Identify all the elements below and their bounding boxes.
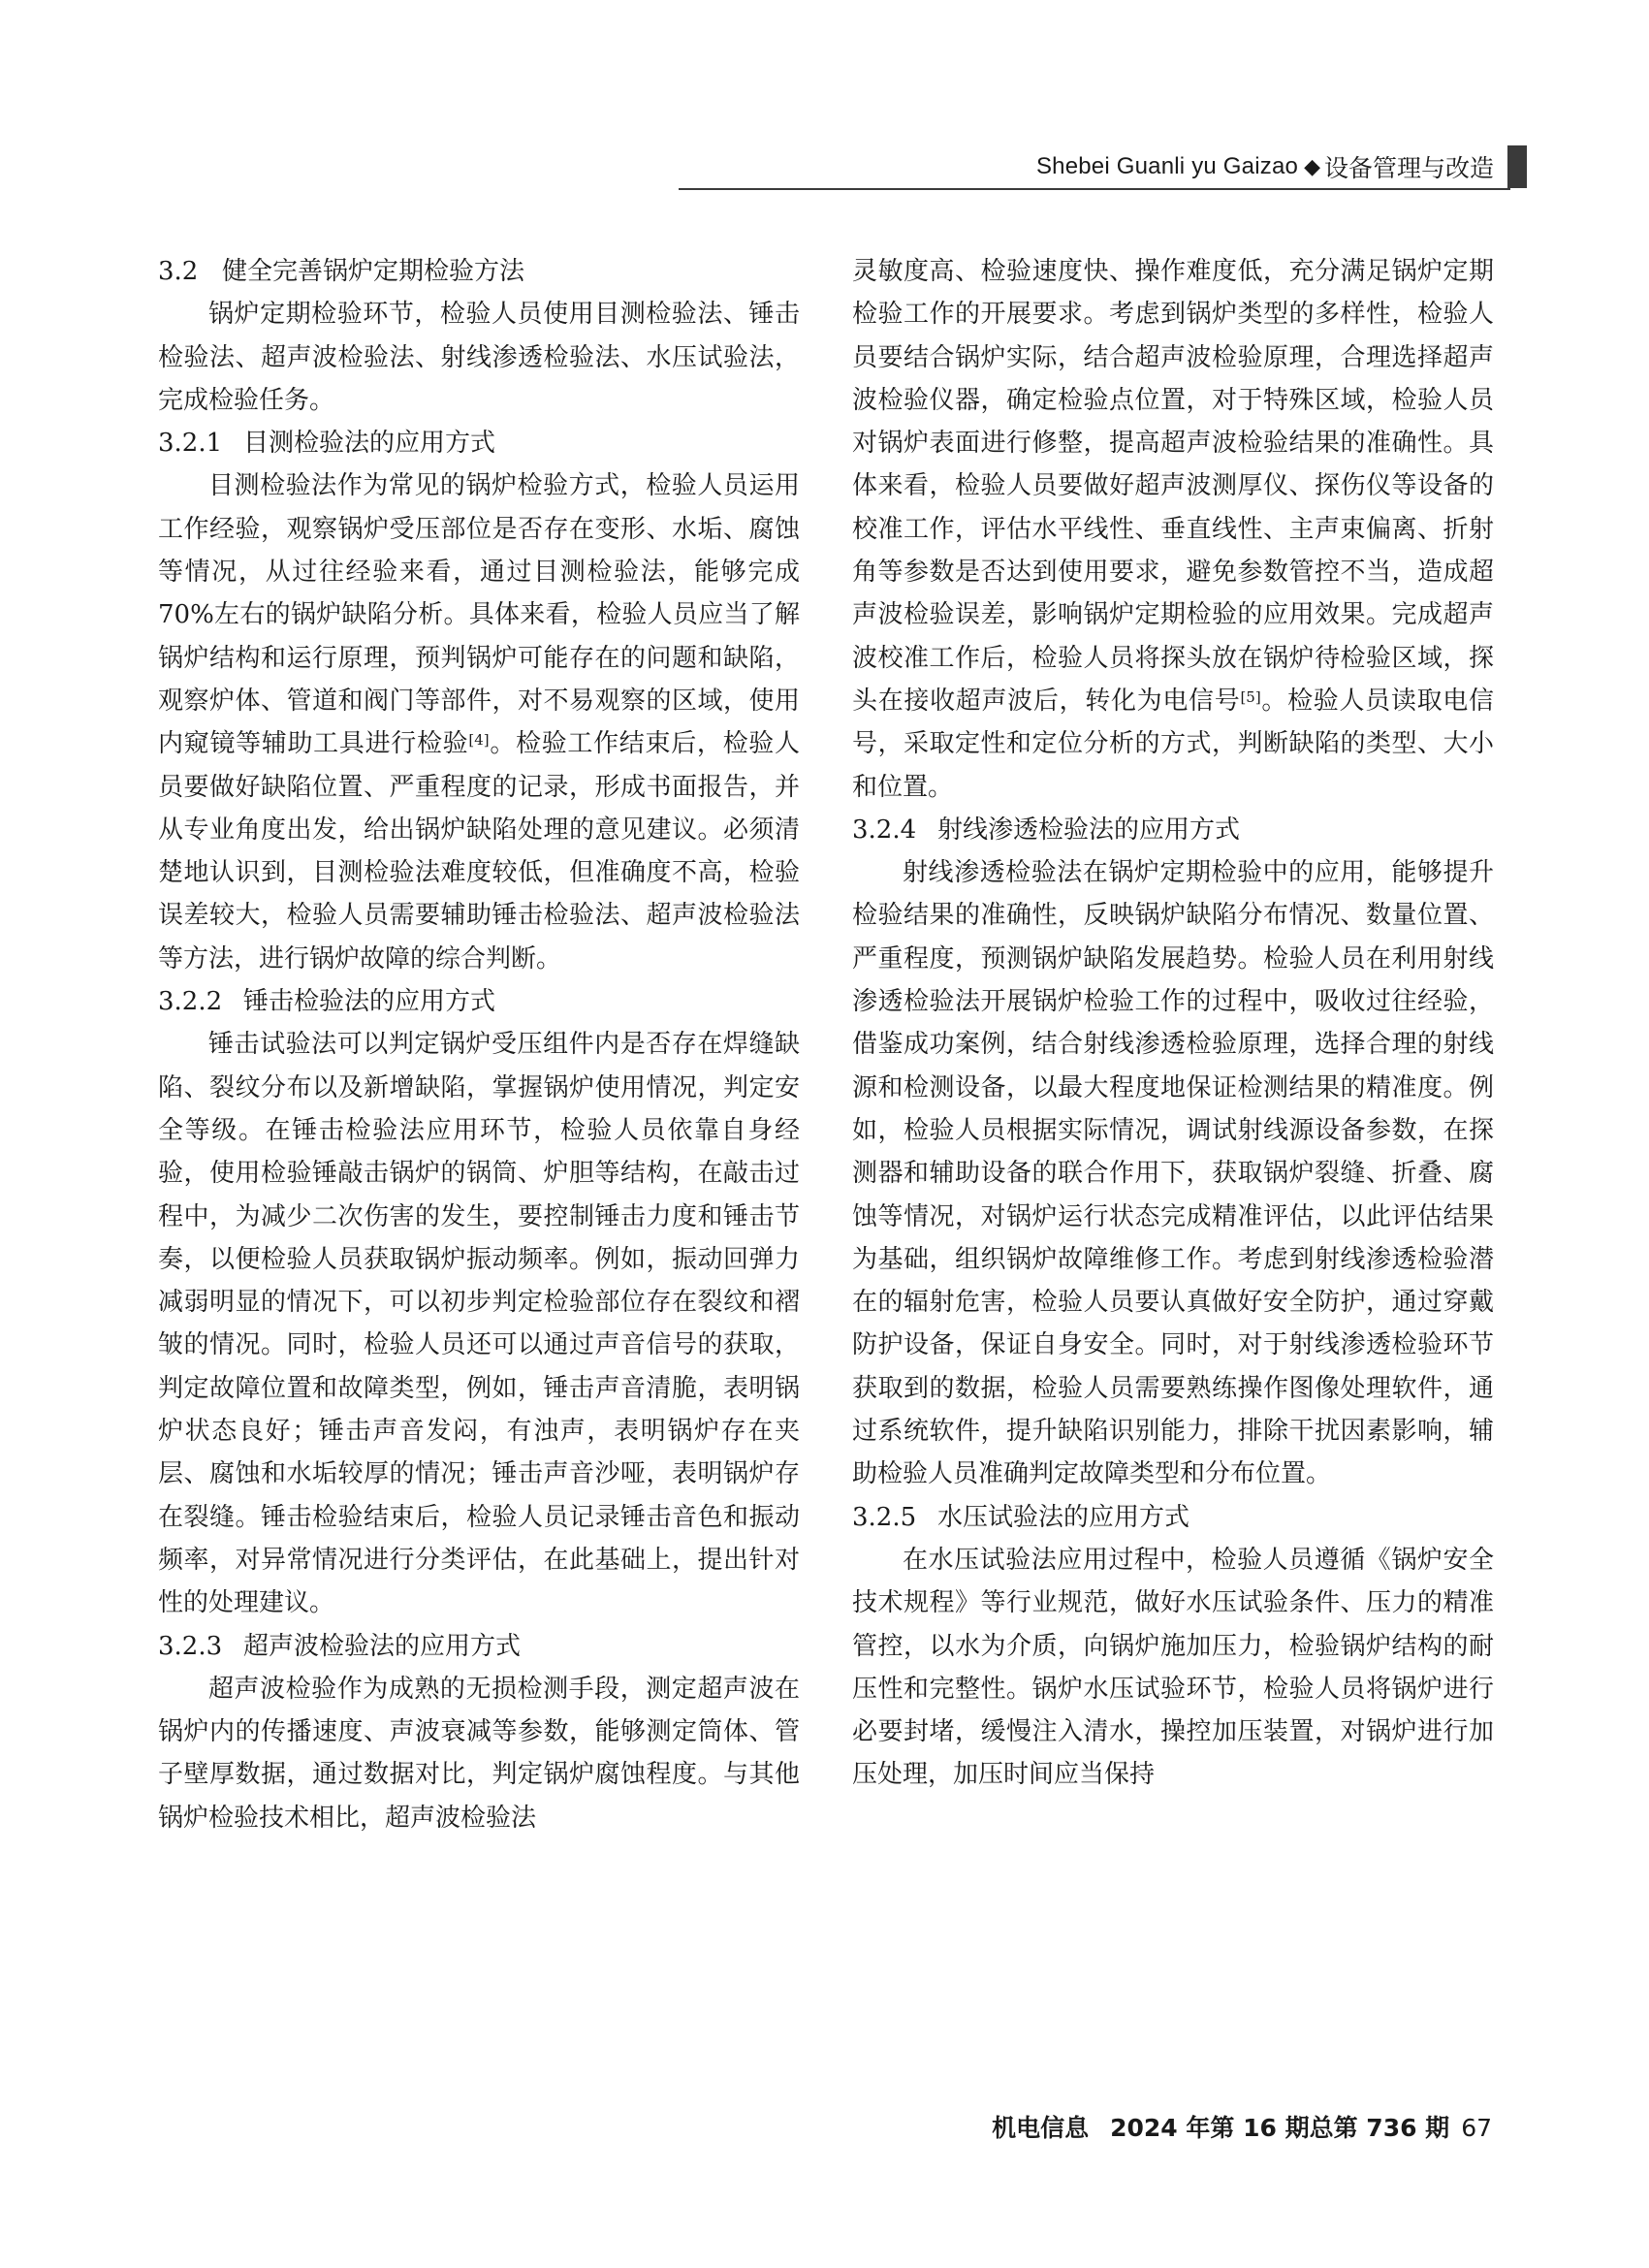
paragraph-text: 目测检验法作为常见的锅炉检验方式，检验人员运用工作经验，观察锅炉受压部位是否存在变形、水垢、腐蚀等情况，从过往经验来看，通过目测检验法，能够完成70%左右的锅炉缺陷分析。具体来看，检验人员应当了解锅炉结构和运行原理，预判锅炉可能存在的问题和缺陷，观察炉体、管道和阀门等部件，对不易观察的区域，使用内窥镜等辅助工具进行检验 [158, 471, 800, 759]
subsection-number: 3.2.5 [852, 1502, 917, 1532]
paragraph-text: 。检验人员读取电信号，采取定性和定位分析的方式，判断缺陷的类型、大小和位置。 [852, 686, 1494, 802]
paragraph [158, 464, 800, 980]
subsection-number: 3.2.4 [852, 815, 917, 845]
subsection-number: 3.2.3 [158, 1631, 223, 1661]
footer-issue: 2024 年第 16 期总第 736 期 [1110, 2114, 1450, 2142]
paragraph: 在水压试验法应用过程中，检验人员遵循《锅炉安全技术规程》等行业规范，做好水压试验条件、压力的精准管控，以水为介质，向锅炉施加压力，检验锅炉结构的耐压性和完整性。锅炉水压试验环节，检验人员将锅炉进行必要封堵，缓慢注入清水，操控加压装置，对锅炉进行加压处理，加压时间应当保持 [852, 1545, 1494, 1790]
subsection-title: 目测检验法的应用方式 [243, 429, 496, 459]
subsection-heading-3-2-1 [158, 422, 800, 464]
running-header [1036, 145, 1494, 188]
subsection-number: 3.2.2 [158, 987, 223, 1017]
section-number: 3.2 [158, 257, 199, 286]
header-journal-chinese: 设备管理与改造 [1323, 154, 1494, 182]
header-rule [679, 188, 1510, 190]
left-column [158, 250, 800, 1839]
subsection-title: 水压试验法的应用方式 [937, 1502, 1190, 1532]
subsection-heading-3-2-3 [158, 1625, 800, 1668]
paragraph: 超声波检验作为成熟的无损检测手段，测定超声波在锅炉内的传播速度、声波衰减等参数，能够测定筒体、管子壁厚数据，通过数据对比，判定锅炉腐蚀程度。与其他锅炉检验技术相比，超声波检验法 [158, 1674, 800, 1833]
subsection-title: 锤击检验法的应用方式 [243, 987, 496, 1017]
paragraph-continued [852, 250, 1494, 809]
subsection-number: 3.2.1 [158, 429, 223, 459]
page-footer [992, 2109, 1492, 2144]
citation-ref[interactable]: [5] [1240, 687, 1261, 706]
right-column [852, 250, 1494, 1797]
citation-ref[interactable]: [4] [468, 731, 490, 750]
subsection-title: 超声波检验法的应用方式 [243, 1631, 522, 1661]
section-heading-3-2 [158, 250, 800, 293]
paragraph-text: 灵敏度高、检验速度快、操作难度低，充分满足锅炉定期检验工作的开展要求。考虑到锅炉类型的多样性，检验人员要结合锅炉实际，结合超声波检验原理，合理选择超声波检验仪器，确定检验点位置，对于特殊区域，检验人员对锅炉表面进行修整，提高超声波检验结果的准确性。具体来看，检验人员要做好超声波测厚仪、探伤仪等设备的校准工作，评估水平线性、垂直线性、主声束偏离、折射角等参数是否达到使用要求，避免参数管控不当，造成超声波检验误差，影响锅炉定期检验的应用效果。完成超声波校准工作后，检验人员将探头放在锅炉待检验区域，探头在接收超声波后，转化为电信号 [852, 257, 1494, 716]
page-number: 67 [1461, 2114, 1492, 2142]
subsection-heading-3-2-4 [852, 809, 1494, 851]
paragraph: 锤击试验法可以判定锅炉受压组件内是否存在焊缝缺陷、裂纹分布以及新增缺陷，掌握锅炉使用情况，判定安全等级。在锤击检验法应用环节，检验人员依靠自身经验，使用检验锤敲击锅炉的锅筒、炉胆等结构，在敲击过程中，为减少二次伤害的发生，要控制锤击力度和锤击节奏，以便检验人员获取锅炉振动频率。例如，振动回弹力减弱明显的情况下，可以初步判定检验部位存在裂纹和褶皱的情况。同时，检验人员还可以通过声音信号的获取，判定故障位置和故障类型，例如，锤击声音清脆，表明锅炉状态良好；锤击声音发闷，有浊声，表明锅炉存在夹层、腐蚀和水垢较厚的情况；锤击声音沙哑，表明锅炉存在裂缝。锤击检验结束后，检验人员记录锤击音色和振动频率，对异常情况进行分类评估，在此基础上，提出针对性的处理建议。 [158, 1030, 800, 1618]
subsection-title: 射线渗透检验法的应用方式 [937, 815, 1241, 845]
subsection-heading-3-2-5 [852, 1496, 1494, 1539]
paragraph: 射线渗透检验法在锅炉定期检验中的应用，能够提升检验结果的准确性，反映锅炉缺陷分布情况、数量位置、严重程度，预测锅炉缺陷发展趋势。检验人员在利用射线渗透检验法开展锅炉检验工作的过程中，吸收过往经验，借鉴成功案例，结合射线渗透检验原理，选择合理的射线源和检测设备，以最大程度地保证检测结果的精准度。例如，检验人员根据实际情况，调试射线源设备参数，在探测器和辅助设备的联合作用下，获取锅炉裂缝、折叠、腐蚀等情况，对锅炉运行状态完成精准评估，以此评估结果为基础，组织锅炉故障维修工作。考虑到射线渗透检验潜在的辐射危害，检验人员要认真做好安全防护，通过穿戴防护设备，保证自身安全。同时，对于射线渗透检验环节获取到的数据，检验人员需要熟练操作图像处理软件，通过系统软件，提升缺陷识别能力，排除干扰因素影响，辅助检验人员准确判定故障类型和分布位置。 [852, 858, 1494, 1489]
footer-journal: 机电信息 [992, 2114, 1090, 2142]
subsection-heading-3-2-2 [158, 980, 800, 1023]
header-journal-pinyin: Shebei Guanli yu Gaizao [1035, 153, 1299, 179]
section-title: 健全完善锅炉定期检验方法 [222, 257, 525, 286]
header-bar-decoration [1507, 145, 1527, 188]
diamond-icon: ◆ [1304, 154, 1320, 179]
paragraph: 锅炉定期检验环节，检验人员使用目测检验法、锤击检验法、超声波检验法、射线渗透检验法、水压试验法，完成检验任务。 [158, 300, 800, 415]
paragraph-text: 。检验工作结束后，检验人员要做好缺陷位置、严重程度的记录，形成书面报告，并从专业角度出发，给出锅炉缺陷处理的意见建议。必须清楚地认识到，目测检验法难度较低，但准确度不高，检验误差较大，检验人员需要辅助锤击检验法、超声波检验法等方法，进行锅炉故障的综合判断。 [158, 729, 800, 974]
